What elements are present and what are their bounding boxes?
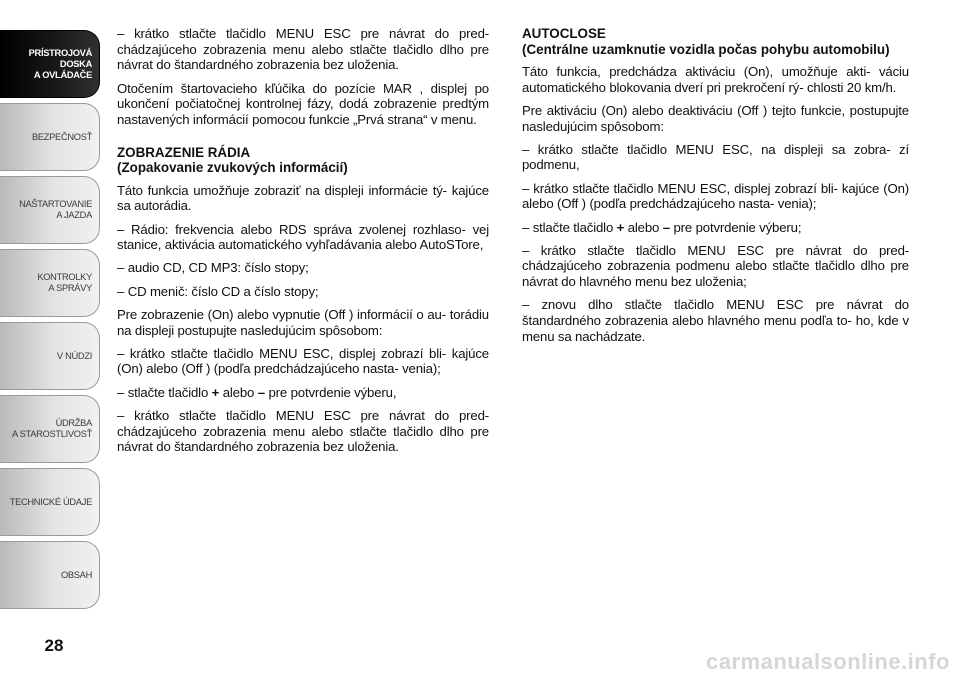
- paragraph-plus-minus: [117, 385, 489, 401]
- heading-line: (Zopakovanie zvukových informácií): [117, 160, 348, 176]
- text: alebo: [624, 219, 663, 235]
- tab-pristrojova-doska[interactable]: [0, 30, 100, 98]
- paragraph: – krátko stlačte tlačidlo MENU ESC pre návrat do pred- chádzajúceho zobrazenia podmenu alebo stlačte tlačidlo dlho pre návrat do hlavného menu bez uloženia;: [522, 242, 909, 290]
- tab-nastartovanie[interactable]: [0, 176, 100, 244]
- tab-label: BEZPEČNOSŤ: [31, 131, 92, 142]
- paragraph: – audio CD, CD MP3: číslo stopy;: [117, 260, 309, 276]
- paragraph: – krátko stlačte tlačidlo MENU ESC, na displeji sa zobra- zí podmenu,: [522, 141, 909, 173]
- text: – stlačte tlačidlo: [117, 384, 212, 400]
- tab-label: NAŠTARTOVANIE A JAZDA: [19, 199, 92, 220]
- tab-label: V NÚDZI: [56, 350, 92, 361]
- tab-technicke-udaje[interactable]: [0, 468, 100, 536]
- text: alebo: [219, 384, 258, 400]
- heading-line: ZOBRAZENIE RÁDIA: [117, 144, 251, 160]
- paragraph: Pre zobrazenie (On) alebo vypnutie (Off ) informácií o au- torádiu na displeji postupujte nasledujúcim spôsobom:: [117, 306, 489, 338]
- paragraph: – krátko stlačte tlačidlo MENU ESC, displej zobrazí bli- kajúce (On) alebo (Off ) (podľa predchádzajúceho nasta- venia);: [117, 345, 489, 377]
- section-heading-radio: [117, 145, 489, 176]
- minus-symbol: –: [662, 219, 670, 235]
- heading-line: AUTOCLOSE: [522, 26, 606, 41]
- paragraph: Táto funkcia, predchádza aktiváciu (On), umožňuje akti- váciu automatického blokovania dverí pri prekročení rý- chlosti 20 km/h.: [522, 63, 909, 95]
- paragraph: – znovu dlho stlačte tlačidlo MENU ESC pre návrat do štandardného zobrazenia alebo hlavného menu podľa to- ho, kde v menu sa nachádzate.: [522, 297, 909, 344]
- section-heading-autoclose: [522, 26, 909, 57]
- paragraph: – krátko stlačte tlačidlo MENU ESC pre návrat do pred- chádzajúceho zobrazenia menu alebo stlačte tlačidlo dlho pre návrat do štandardného zobrazenia bez uloženia.: [117, 407, 489, 455]
- right-column: [522, 26, 909, 352]
- tab-label: PRÍSTROJOVÁ DOSKA A OVLÁDAČE: [28, 47, 92, 80]
- tab-udrzba[interactable]: [0, 395, 100, 463]
- tab-label: KONTROLKY A SPRÁVY: [37, 272, 92, 293]
- paragraph: Táto funkcia umožňuje zobraziť na displeji informácie tý- kajúce sa autorádia.: [117, 182, 489, 214]
- heading-line: (Centrálne uzamknutie vozidla počas pohybu automobilu): [522, 41, 890, 57]
- tab-label: ÚDRŽBA A STAROSTLIVOSŤ: [11, 418, 92, 439]
- paragraph: – krátko stlačte tlačidlo MENU ESC pre návrat do pred- chádzajúceho zobrazenia menu alebo stlačte tlačidlo dlho pre návrat do štandardného zobrazenia bez uloženia.: [117, 26, 489, 73]
- tab-obsah[interactable]: [0, 541, 100, 609]
- text: pre potvrdenie výberu;: [669, 219, 802, 235]
- text: pre potvrdenie výberu,: [264, 384, 397, 400]
- paragraph: Pre aktiváciu (On) alebo deaktiváciu (Off ) tejto funkcie, postupujte nasledujúcim spôsobom:: [522, 102, 909, 134]
- watermark: carmanualsonline.info: [706, 649, 950, 674]
- plus-symbol: +: [616, 219, 625, 235]
- paragraph: – Rádio: frekvencia alebo RDS správa zvolenej rozhlaso- vej stanice, aktivácia automatického vyhľadávania alebo AutoSTore,: [117, 221, 489, 253]
- left-column: [117, 26, 489, 462]
- text: – stlačte tlačidlo: [522, 219, 617, 235]
- paragraph: – krátko stlačte tlačidlo MENU ESC, displej zobrazí bli- kajúce (On) alebo (Off ) (podľa predchádzajúceho nasta- venia);: [522, 180, 909, 212]
- tab-kontrolky[interactable]: [0, 249, 100, 317]
- tab-v-nudzi[interactable]: [0, 322, 100, 390]
- tab-label: TECHNICKÉ ÚDAJE: [9, 496, 92, 507]
- paragraph-plus-minus: [522, 220, 909, 236]
- tab-label: OBSAH: [60, 569, 92, 580]
- page-number: 28: [44, 636, 64, 655]
- paragraph: – CD menič: číslo CD a číslo stopy;: [117, 283, 319, 299]
- tab-bezpecnost[interactable]: [0, 103, 100, 171]
- plus-symbol: +: [211, 384, 220, 400]
- minus-symbol: –: [257, 384, 265, 400]
- paragraph: Otočením štartovacieho kľúčika do pozície MAR , displej po ukončení počiatočnej kontrolnej fázy, dodá zobrazenie predtým nastavených informácií pomocou funkcie „Prvá strana“ v menu.: [117, 80, 489, 128]
